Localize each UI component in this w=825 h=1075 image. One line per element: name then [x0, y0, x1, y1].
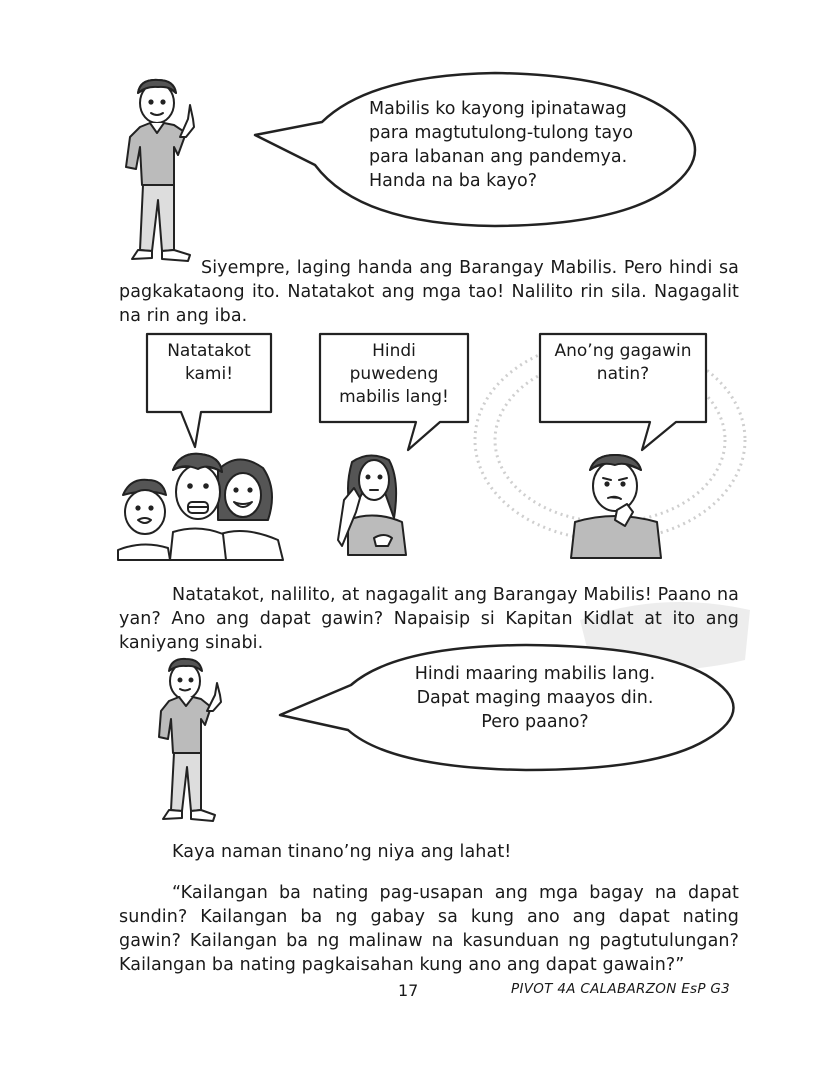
paragraph-2-line: Natatakot, nalilito, at nagagalit ang Barangay Mabilis! Paano na — [172, 585, 739, 605]
paragraph-2-line: yan? Ano ang dapat gawin? Napaisip si Kapitan Kidlat at ito ang — [119, 609, 739, 629]
captain-illustration-2 — [155, 655, 235, 830]
scared-people-illustration — [118, 450, 283, 560]
paragraph-4-line: gawin? Kailangan ba ng malinaw na kasunduan ng pagtutulungan? — [119, 931, 739, 951]
captain-illustration-1 — [118, 75, 198, 270]
paragraph-1-line: na rin ang iba. — [119, 306, 248, 326]
paragraph-4-line: “Kailangan ba nating pag-usapan ang mga bagay na dapat — [172, 883, 739, 903]
box-bubble-3-line: natin? — [596, 364, 650, 384]
paragraph-3-line: Kaya naman tinano’ng niya ang lahat! — [172, 842, 512, 862]
box-bubble-1-line: kami! — [184, 364, 234, 384]
paragraph-2-line: kaniyang sinabi. — [119, 633, 264, 653]
speech-bubble-2-line: Pero paano? — [481, 712, 589, 732]
paragraph-1-line: Siyempre, laging handa ang Barangay Mabilis. Pero hindi sa — [201, 258, 739, 278]
box-bubble-2-line: Hindi — [372, 341, 416, 361]
speech-bubble-2-line: Dapat maging maayos din. — [416, 688, 654, 708]
speech-bubble-1-line: para magtutulong-tulong tayo — [369, 123, 634, 143]
box-bubble-2-line: puwedeng — [349, 364, 439, 384]
paragraph-1-line: pagkakataong ito. Natatakot ang mga tao! Nalilito rin sila. Nagagalit — [119, 282, 739, 302]
box-bubble-2 — [320, 340, 468, 409]
speech-bubble-1-line: Handa na ba kayo? — [369, 171, 538, 191]
paragraph-3 — [119, 840, 739, 864]
man-thinking-illustration — [565, 450, 665, 560]
speech-bubble-1-line: para labanan ang pandemya. — [369, 147, 628, 167]
box-bubble-3-line: Ano’ng gagawin — [554, 341, 692, 361]
paragraph-1 — [119, 256, 739, 328]
speech-bubble-1-line: Mabilis ko kayong ipinatawag — [369, 99, 627, 119]
box-bubble-1-line: Natatakot — [167, 341, 251, 361]
paragraph-4 — [119, 881, 739, 977]
box-bubble-2-line: mabilis lang! — [339, 387, 449, 407]
speech-bubble-1 — [369, 97, 633, 193]
woman-illustration — [334, 450, 414, 558]
footer-reference: PIVOT 4A CALABARZON EsP G3 — [511, 981, 731, 997]
page-number: 17 — [398, 981, 419, 1000]
speech-bubble-2 — [410, 662, 660, 734]
paragraph-4-line: Kailangan ba nating pagkaisahan kung ano ang dapat gawain?” — [119, 955, 685, 975]
box-bubble-3 — [540, 340, 706, 386]
speech-bubble-2-line: Hindi maaring mabilis lang. — [414, 664, 656, 684]
paragraph-4-line: sundin? Kailangan ba ng gabay sa kung ano ang dapat nating — [119, 907, 739, 927]
box-bubble-1 — [147, 340, 271, 386]
